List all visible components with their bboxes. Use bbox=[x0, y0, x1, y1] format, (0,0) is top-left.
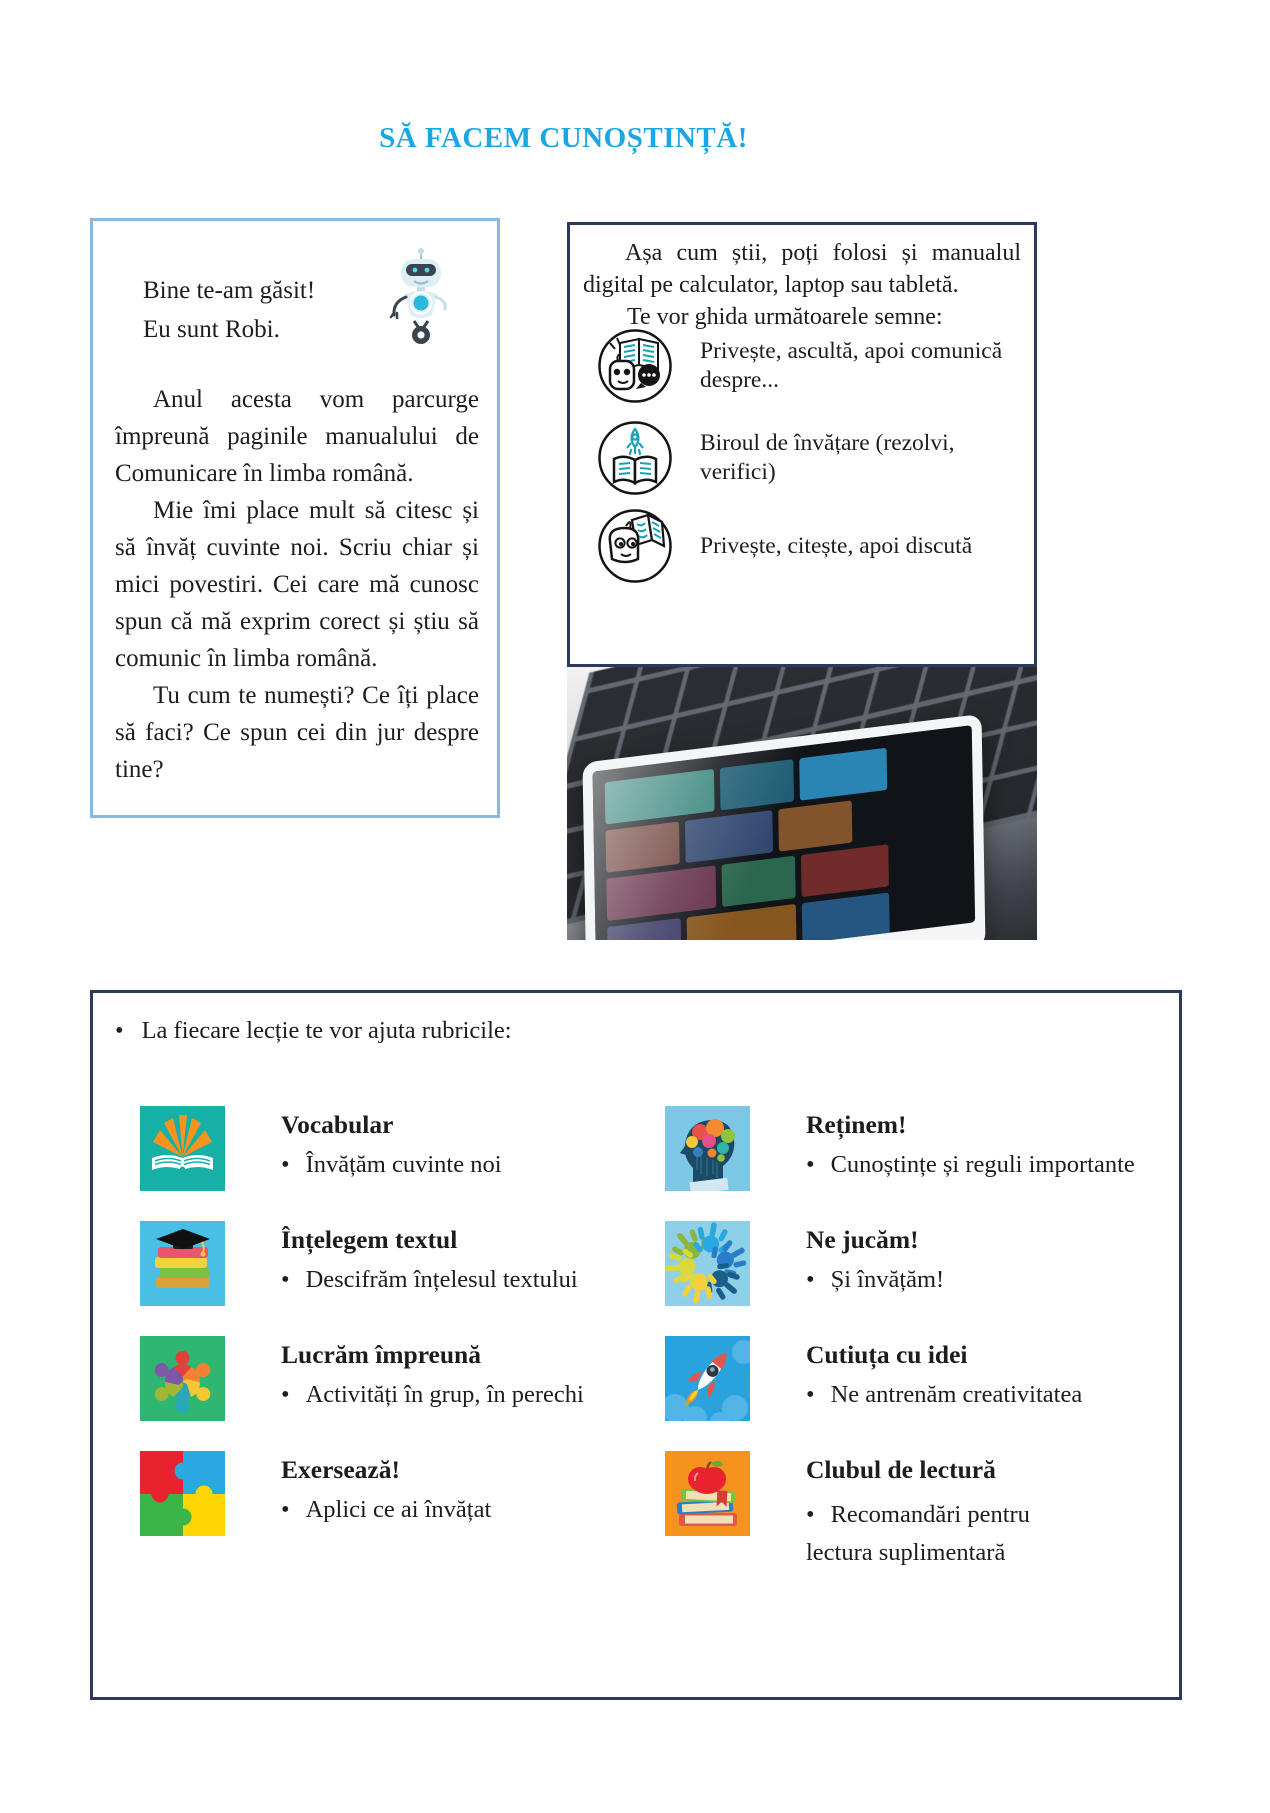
rubric-title: Înțelegem textul bbox=[281, 1225, 458, 1254]
robot-book-speech-icon bbox=[596, 327, 674, 405]
rubric-ne-jucam bbox=[665, 1221, 944, 1306]
rubric-desc: • Învățăm cuvinte noi bbox=[281, 1151, 502, 1179]
rubric-title: Lucrăm împreună bbox=[281, 1340, 481, 1369]
understand-text-icon bbox=[140, 1221, 225, 1306]
digital-manual-box bbox=[567, 222, 1037, 667]
app-tile bbox=[799, 748, 887, 801]
practice-puzzle-icon bbox=[140, 1451, 225, 1536]
app-tile bbox=[801, 844, 889, 897]
digital-subtitle: Te vor ghida următoarele semne: bbox=[627, 304, 943, 330]
rubric-intelegem-textul bbox=[140, 1221, 578, 1306]
page-title: SĂ FACEM CUNOȘTINȚĂ! bbox=[379, 122, 748, 154]
reading-club-icon bbox=[665, 1451, 750, 1536]
robi-robot-icon bbox=[381, 245, 461, 357]
robot-reading-icon bbox=[596, 507, 674, 585]
rubric-lucram-impreuna bbox=[140, 1336, 584, 1421]
rubric-title: Ne jucăm! bbox=[806, 1225, 919, 1254]
sign-label: Privește, citește, apoi discută bbox=[700, 532, 973, 559]
intro-box bbox=[90, 218, 500, 818]
sign-row bbox=[596, 419, 1032, 497]
teamwork-icon bbox=[140, 1336, 225, 1421]
book-rocket-icon bbox=[596, 419, 674, 497]
app-tile bbox=[605, 769, 715, 825]
rubrics-box bbox=[90, 990, 1182, 1700]
play-hands-icon bbox=[665, 1221, 750, 1306]
sign-row bbox=[596, 507, 1032, 585]
intro-paragraph-3: Tu cum te numești? Ce îți place să faci? Ce spun cei din jur despre tine? bbox=[115, 682, 479, 783]
app-tile bbox=[687, 904, 797, 940]
rubrics-intro: • La fiecare lecție te vor ajuta rubricile: bbox=[115, 1017, 1179, 1045]
rubric-desc: • Recomandări pentru lectura suplimentară bbox=[806, 1496, 1058, 1572]
rubric-exerseaza bbox=[140, 1451, 491, 1536]
app-tile bbox=[606, 822, 680, 873]
remember-brain-icon bbox=[665, 1106, 750, 1191]
intro-paragraph-1: Anul acesta vom parcurge împreună paginile manualului de Comunicare în limba română. bbox=[115, 386, 479, 487]
app-tile bbox=[802, 892, 890, 940]
rubric-desc: • Activități în grup, în perechi bbox=[281, 1381, 584, 1409]
sign-label: Privește, ascultă, apoi comunică despre... bbox=[700, 338, 1003, 393]
digital-paragraph: Așa cum știi, poți folosi și manualul digital pe calculator, laptop sau tabletă. bbox=[583, 240, 1021, 298]
app-tile bbox=[722, 856, 796, 907]
app-tile bbox=[778, 800, 852, 851]
rubric-desc: • Ne antrenăm creativitatea bbox=[806, 1381, 1082, 1409]
vocabulary-icon bbox=[140, 1106, 225, 1191]
rubric-desc: • Cunoștințe și reguli importante bbox=[806, 1151, 1135, 1179]
rubric-title: Vocabular bbox=[281, 1110, 394, 1139]
rubric-title: Cutiuța cu idei bbox=[806, 1340, 968, 1369]
ideas-rocket-icon bbox=[665, 1336, 750, 1421]
tablet-on-laptop-photo bbox=[567, 667, 1037, 940]
app-tile bbox=[607, 918, 681, 940]
rubric-desc: • Aplici ce ai învățat bbox=[281, 1496, 491, 1524]
rubric-title: Reținem! bbox=[806, 1110, 907, 1139]
rubric-retinem bbox=[665, 1106, 1135, 1191]
app-tile bbox=[685, 810, 773, 863]
rubric-cutiuta-cu-idei bbox=[665, 1336, 1082, 1421]
greeting-line-2: Eu sunt Robi. bbox=[143, 316, 280, 343]
sign-row bbox=[596, 327, 1032, 405]
tablet-screen bbox=[593, 725, 976, 940]
app-tile bbox=[606, 865, 716, 921]
sign-label: Biroul de învățare (rezolvi, verifici) bbox=[700, 430, 955, 485]
rubric-title: Clubul de lectură bbox=[806, 1455, 996, 1484]
app-tile bbox=[720, 759, 794, 810]
intro-paragraph-2: Mie îmi place mult să citesc și să învăț cuvinte noi. Scriu chiar și mici povestiri. Cei care mă cunosc spun că mă exprim corect și știu să comunic în limba română. bbox=[115, 497, 479, 672]
rubric-title: Exersează! bbox=[281, 1455, 400, 1484]
rubric-vocabular bbox=[140, 1106, 502, 1191]
rubric-desc: • Descifrăm înțelesul textului bbox=[281, 1266, 578, 1294]
rubric-desc: • Și învățăm! bbox=[806, 1266, 944, 1294]
rubric-clubul-de-lectura bbox=[665, 1451, 1058, 1572]
greeting-line-1: Bine te-am găsit! bbox=[143, 277, 316, 304]
